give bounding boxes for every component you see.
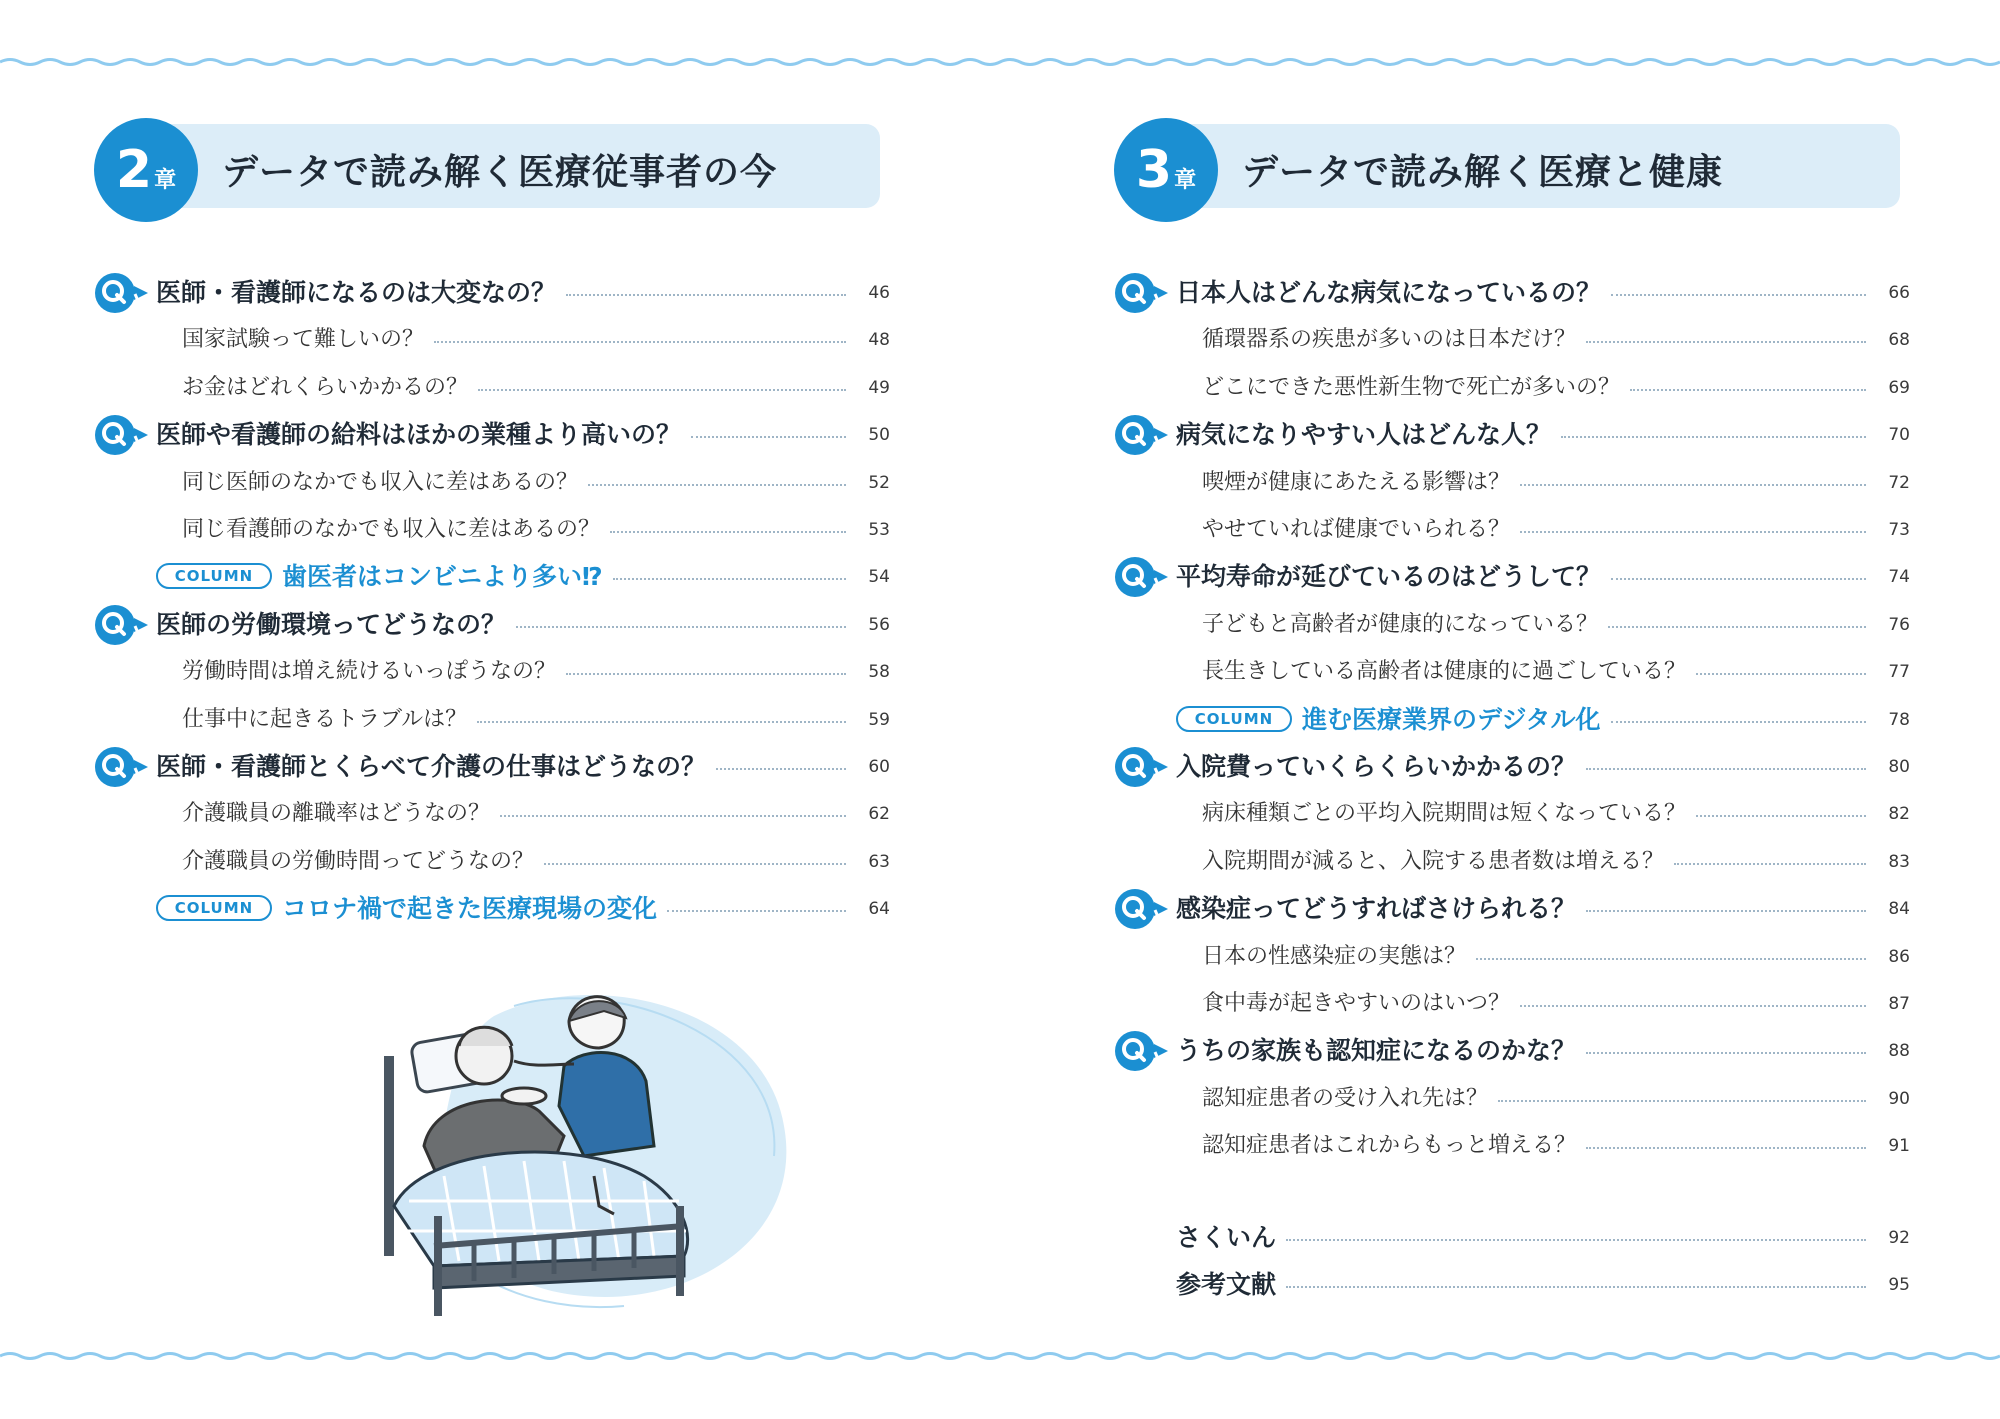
leader-dots <box>1630 389 1866 391</box>
leader-dots <box>1286 1286 1866 1288</box>
question-magnifier-icon <box>1114 272 1170 314</box>
page-number: 83 <box>1888 851 1910 872</box>
leader-dots <box>1611 578 1866 580</box>
column-entry[interactable] <box>94 554 890 600</box>
entry-title: 医師・看護師とくらべて介護の仕事はどうなの？ <box>156 744 712 790</box>
entry-title: 医師や看護師の給料はほかの業種より高いの？ <box>156 412 687 458</box>
page-number: 80 <box>1888 757 1910 777</box>
page-number: 78 <box>1888 709 1910 730</box>
question-magnifier-icon <box>94 272 150 314</box>
question-entry[interactable] <box>1114 744 1910 790</box>
entry-title: 循環器系の疾患が多いのは日本だけ？ <box>1202 317 1582 363</box>
page-number: 74 <box>1888 567 1910 588</box>
leader-dots <box>588 484 846 486</box>
leader-dots <box>1476 958 1866 960</box>
leader-dots <box>1498 1100 1866 1102</box>
chapter-3-header <box>1114 118 1910 222</box>
question-magnifier-icon <box>1114 746 1170 788</box>
subtopic-entry[interactable] <box>1114 507 1910 553</box>
question-entry[interactable] <box>1114 886 1910 932</box>
chapter-title: データで読み解く医療と健康 <box>1242 152 1724 193</box>
subtopic-entry[interactable] <box>1114 1076 1910 1122</box>
page-number: 66 <box>1888 283 1910 303</box>
page-number: 53 <box>868 520 890 540</box>
entry-title: 病気になりやすい人はどんな人？ <box>1176 412 1557 458</box>
page-number: 46 <box>868 283 890 303</box>
leader-dots <box>1608 626 1866 628</box>
subtopic-entry[interactable] <box>1114 365 1910 411</box>
entry-title: 介護職員の労働時間ってどうなの？ <box>182 839 540 885</box>
entry-title: 国家試験って難しいの？ <box>182 317 430 363</box>
leader-dots <box>1696 673 1866 675</box>
page-number: 86 <box>1888 946 1910 967</box>
top-wave-border <box>0 56 2000 68</box>
column-badge: COLUMN <box>156 895 272 921</box>
question-entry[interactable] <box>94 412 890 458</box>
leader-dots <box>566 294 846 296</box>
leader-dots <box>1586 768 1866 770</box>
chapter-suffix: 章 <box>1174 167 1197 193</box>
subtopic-entry[interactable] <box>94 791 890 837</box>
leader-dots <box>1611 721 1866 723</box>
entry-title: 認知症患者はこれからもっと増える？ <box>1202 1123 1582 1169</box>
page-number: 50 <box>868 425 890 446</box>
back-matter-entry[interactable] <box>1114 1215 1910 1261</box>
entry-title: 医師・看護師になるのは大変なの？ <box>156 270 562 316</box>
leader-dots <box>1520 1005 1866 1007</box>
page-number: 95 <box>1888 1275 1910 1295</box>
page-number: 63 <box>868 851 890 872</box>
chapter-badge <box>1114 118 1218 222</box>
subtopic-entry[interactable] <box>1114 649 1910 695</box>
entry-title: 同じ看護師のなかでも収入に差はあるの？ <box>182 507 606 553</box>
page-number: 58 <box>868 662 890 683</box>
subtopic-entry[interactable] <box>1114 934 1910 980</box>
subtopic-entry[interactable] <box>1114 791 1910 837</box>
leader-dots <box>691 436 846 438</box>
page-number: 90 <box>1888 1088 1910 1109</box>
question-entry[interactable] <box>1114 270 1910 316</box>
entry-title: 仕事中に起きるトラブルは？ <box>182 697 473 743</box>
page-number: 49 <box>868 377 890 398</box>
entry-title: 入院期間が減ると、入院する患者数は増える？ <box>1202 839 1670 885</box>
page-number: 91 <box>1888 1136 1910 1157</box>
page-number: 82 <box>1888 804 1910 825</box>
page-number: 76 <box>1888 614 1910 635</box>
leader-dots <box>1520 531 1866 533</box>
leader-dots <box>500 815 846 817</box>
page-number: 64 <box>868 899 890 920</box>
leader-dots <box>1586 341 1866 343</box>
question-magnifier-icon <box>1114 556 1170 598</box>
subtopic-entry[interactable] <box>94 697 890 743</box>
leader-dots <box>1586 910 1866 912</box>
column-badge: COLUMN <box>1176 706 1292 732</box>
page-number: 92 <box>1888 1228 1910 1248</box>
entry-title: 進む医療業界のデジタル化 <box>1302 697 1607 743</box>
question-entry[interactable] <box>1114 412 1910 458</box>
leader-dots <box>667 910 846 912</box>
leader-dots <box>1696 815 1866 817</box>
page-number: 48 <box>868 330 890 351</box>
chapter-number: 2 <box>115 140 153 200</box>
entry-title: コロナ禍で起きた医療現場の変化 <box>282 886 663 932</box>
page-number: 69 <box>1888 377 1910 398</box>
subtopic-entry[interactable] <box>1114 602 1910 648</box>
leader-dots <box>434 341 846 343</box>
question-entry[interactable] <box>1114 1028 1910 1074</box>
entry-title: 長生きしている高齢者は健康的に過ごしている？ <box>1202 649 1692 695</box>
entry-title: 日本人はどんな病気になっているの？ <box>1176 270 1607 316</box>
entry-title: やせていれば健康でいられる？ <box>1202 507 1516 553</box>
subtopic-entry[interactable] <box>1114 460 1910 506</box>
page-number: 87 <box>1888 994 1910 1014</box>
entry-title: さくいん <box>1176 1215 1282 1261</box>
chapter-title: データで読み解く医療従事者の今 <box>222 152 778 193</box>
chapter-2-header <box>94 118 890 222</box>
leader-dots <box>478 389 846 391</box>
page-number: 62 <box>868 804 890 825</box>
page-number: 72 <box>1888 472 1910 493</box>
leader-dots <box>1586 1147 1866 1149</box>
page-number: 60 <box>868 757 890 777</box>
entry-title: 歯医者はコンビニより多い⁉ <box>282 554 609 600</box>
question-entry[interactable] <box>94 270 890 316</box>
entry-title: 労働時間は増え続けるいっぽうなの？ <box>182 649 562 695</box>
leader-dots <box>1520 484 1866 486</box>
entry-title: うちの家族も認知症になるのかな？ <box>1176 1028 1582 1074</box>
leader-dots <box>1286 1239 1866 1241</box>
entry-title: 同じ医師のなかでも収入に差はあるの？ <box>182 460 584 506</box>
page-number: 88 <box>1888 1041 1910 1062</box>
subtopic-entry[interactable] <box>94 317 890 363</box>
entry-title: 参考文献 <box>1176 1262 1282 1308</box>
leader-dots <box>716 768 846 770</box>
chapter-suffix: 章 <box>154 167 177 193</box>
subtopic-entry[interactable] <box>1114 981 1910 1027</box>
question-magnifier-icon <box>1114 1030 1170 1072</box>
page-number: 77 <box>1888 662 1910 683</box>
entry-title: 介護職員の離職率はどうなの？ <box>182 791 496 837</box>
entry-title: 感染症ってどうすればさけられる？ <box>1176 886 1582 932</box>
entry-title: 入院費っていくらくらいかかるの？ <box>1176 744 1582 790</box>
entry-title: 子どもと高齢者が健康的になっている？ <box>1202 602 1604 648</box>
leader-dots <box>610 531 846 533</box>
question-magnifier-icon <box>1114 888 1170 930</box>
column-badge: COLUMN <box>156 563 272 589</box>
page-number: 56 <box>868 614 890 635</box>
entry-title: 食中毒が起きやすいのはいつ？ <box>1202 981 1516 1027</box>
question-magnifier-icon <box>1114 414 1170 456</box>
leader-dots <box>516 626 846 628</box>
page-number: 73 <box>1888 520 1910 540</box>
leader-dots <box>1674 863 1866 865</box>
page-number: 68 <box>1888 330 1910 351</box>
page-number: 54 <box>868 567 890 588</box>
chapter-badge <box>94 118 198 222</box>
leader-dots <box>613 578 846 580</box>
subtopic-entry[interactable] <box>94 649 890 695</box>
question-entry[interactable] <box>1114 554 1910 600</box>
caregiver-feeding-patient-illustration <box>364 976 804 1326</box>
subtopic-entry[interactable] <box>94 460 890 506</box>
subtopic-entry[interactable] <box>1114 317 1910 363</box>
question-magnifier-icon <box>94 746 150 788</box>
entry-title: 病床種類ごとの平均入院期間は短くなっている？ <box>1202 791 1692 837</box>
entry-title: 医師の労働環境ってどうなの？ <box>156 602 512 648</box>
page-number: 52 <box>868 472 890 493</box>
entry-title: お金はどれくらいかかるの？ <box>182 365 474 411</box>
back-matter-entry[interactable] <box>1114 1262 1910 1308</box>
leader-dots <box>477 721 846 723</box>
column-entry[interactable] <box>94 886 890 932</box>
leader-dots <box>1611 294 1866 296</box>
page-number: 70 <box>1888 425 1910 446</box>
leader-dots <box>1586 1052 1866 1054</box>
question-magnifier-icon <box>94 414 150 456</box>
question-entry[interactable] <box>94 744 890 790</box>
entry-title: 喫煙が健康にあたえる影響は？ <box>1202 460 1516 506</box>
leader-dots <box>1561 436 1866 438</box>
subtopic-entry[interactable] <box>1114 839 1910 885</box>
leader-dots <box>544 863 846 865</box>
entry-title: どこにできた悪性新生物で死亡が多いの？ <box>1202 365 1626 411</box>
page-number: 59 <box>868 709 890 730</box>
chapter-number: 3 <box>1135 140 1173 200</box>
bottom-wave-border <box>0 1350 2000 1362</box>
entry-title: 認知症患者の受け入れ先は？ <box>1202 1076 1494 1122</box>
question-magnifier-icon <box>94 604 150 646</box>
subtopic-entry[interactable] <box>94 507 890 553</box>
subtopic-entry[interactable] <box>94 365 890 411</box>
subtopic-entry[interactable] <box>94 839 890 885</box>
subtopic-entry[interactable] <box>1114 1123 1910 1169</box>
leader-dots <box>566 673 846 675</box>
question-entry[interactable] <box>94 602 890 648</box>
column-entry[interactable] <box>1114 697 1910 743</box>
page-number: 84 <box>1888 899 1910 920</box>
entry-title: 日本の性感染症の実態は？ <box>1202 934 1472 980</box>
entry-title: 平均寿命が延びているのはどうして？ <box>1176 554 1607 600</box>
